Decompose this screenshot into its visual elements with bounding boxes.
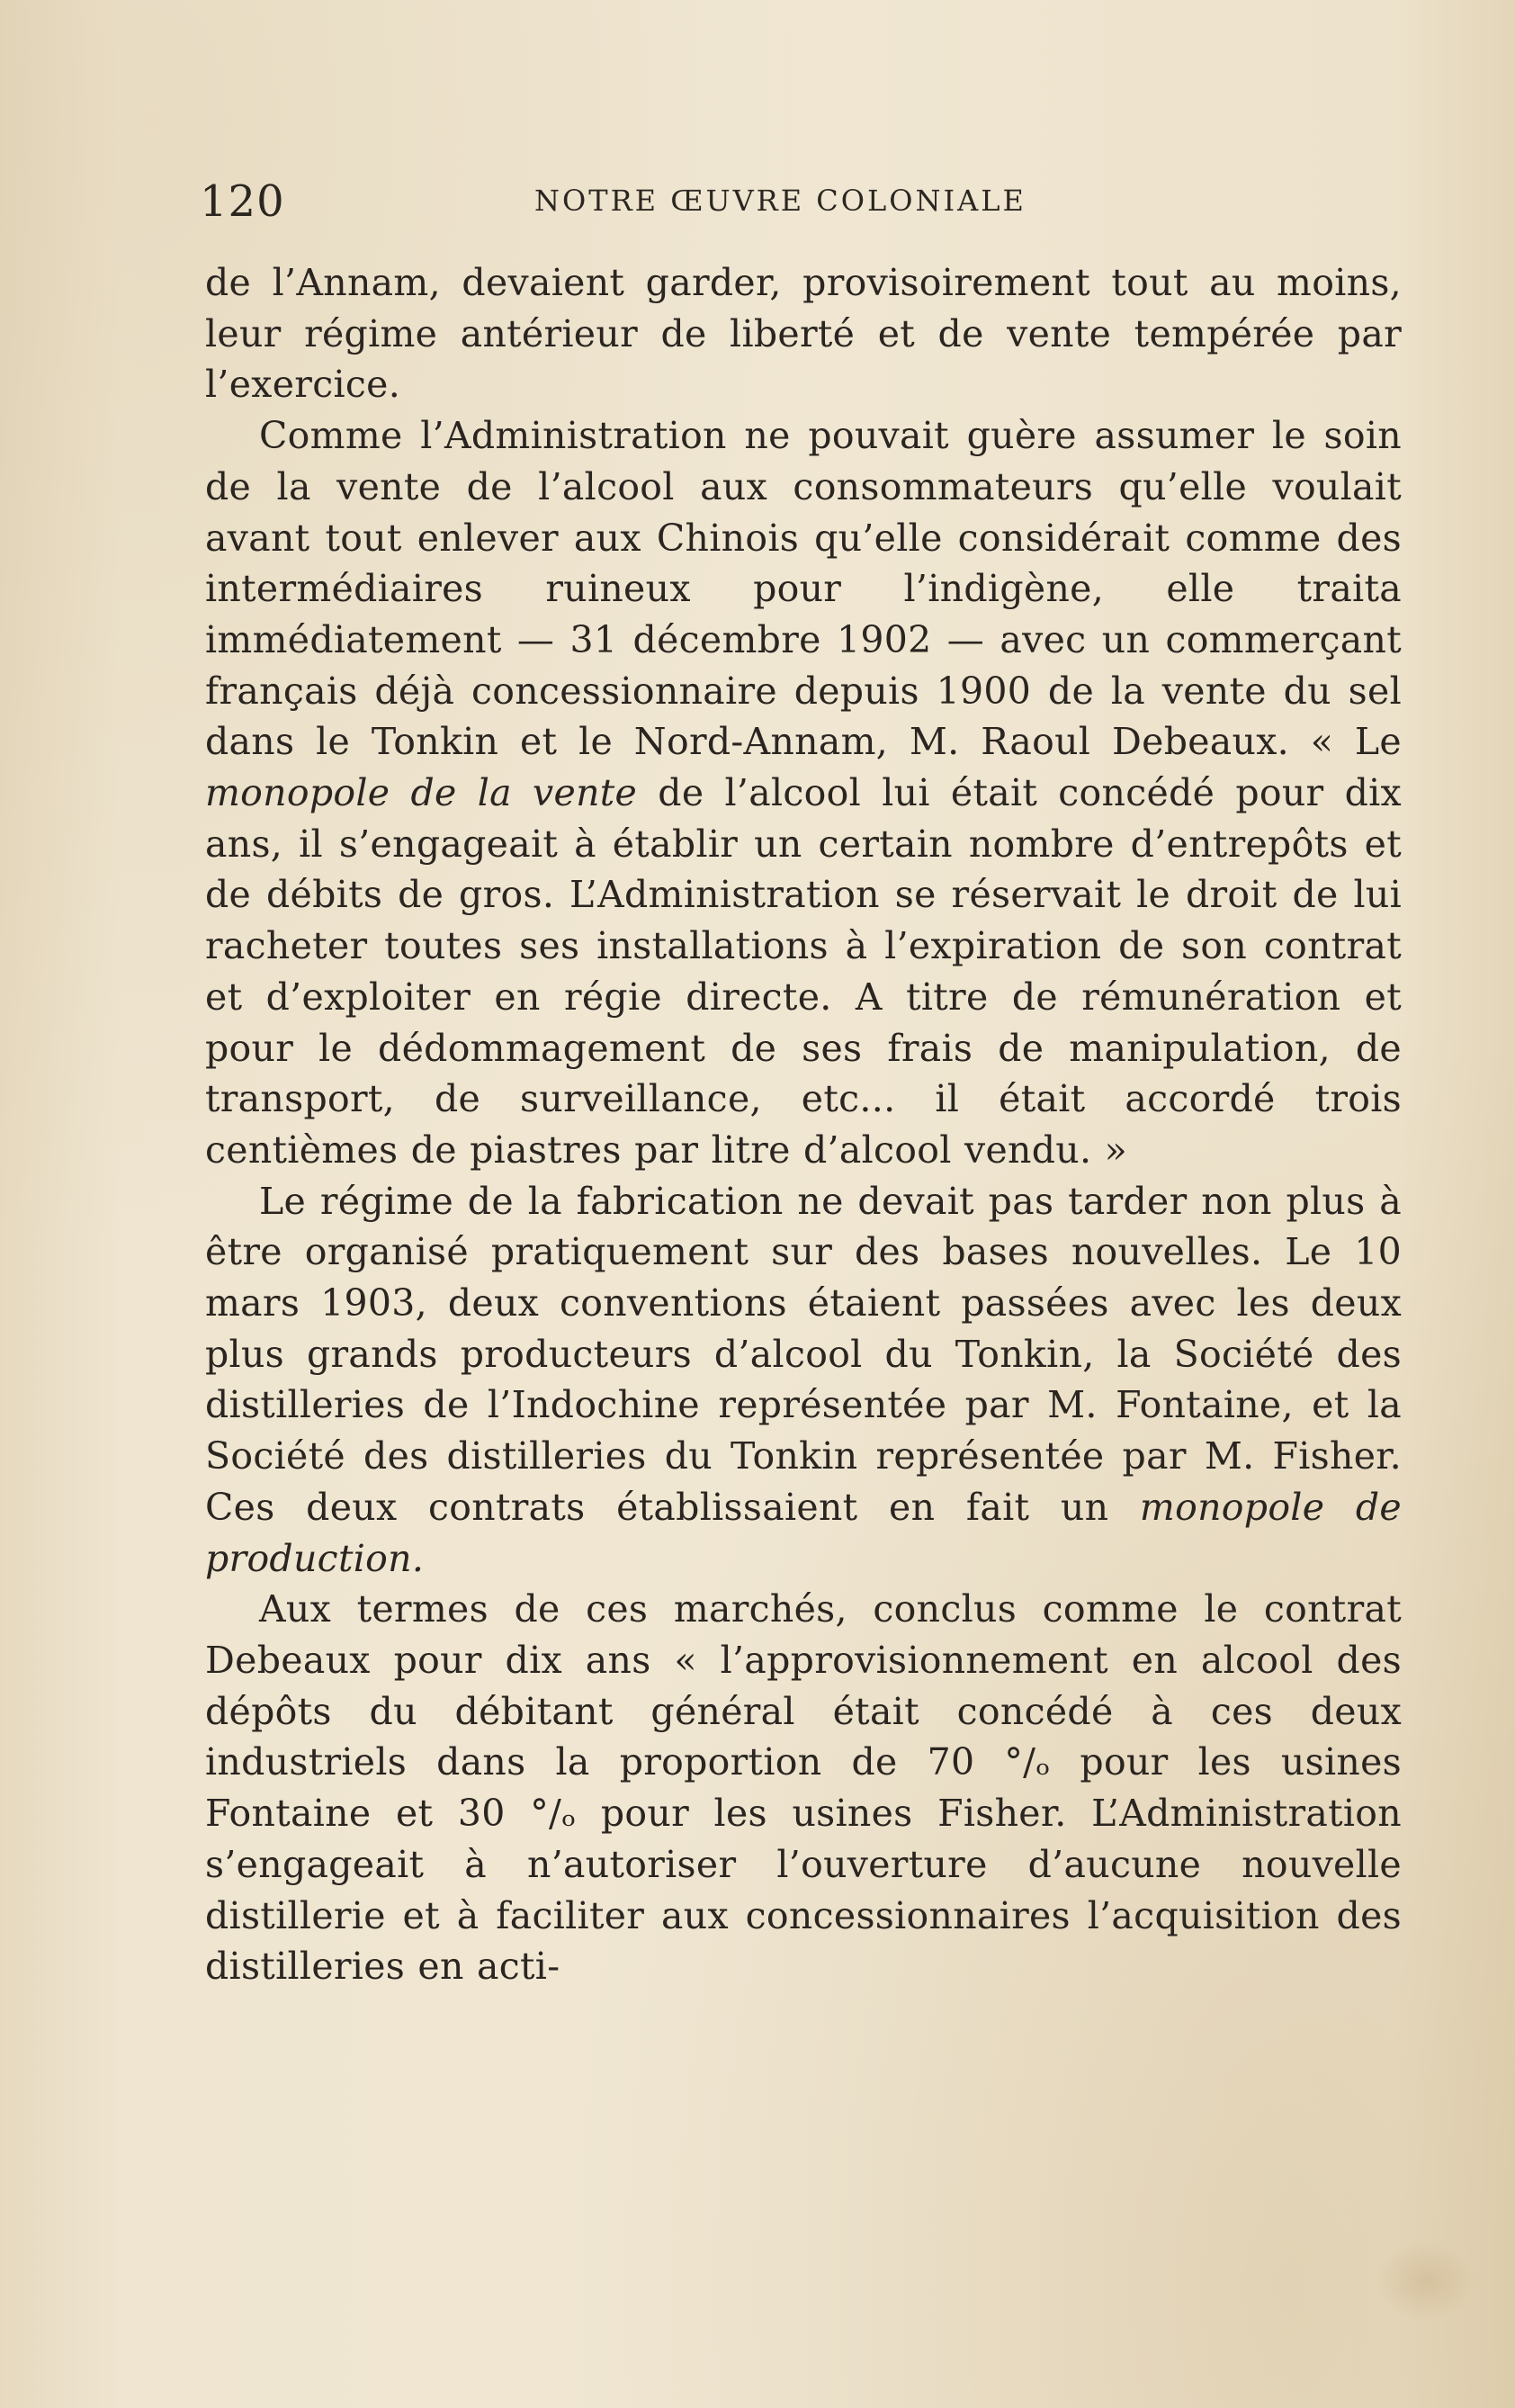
paragraph-2 (205, 410, 1402, 1176)
paragraph-text: de l’alcool lui était concédé pour dix ans, il s’engageait à établir un certain nombre d’entrepôts et de débits de gros. L’Administration se réservait le droit de lui racheter toutes ses installations à l’expiration de son contrat et d’exploiter en régie directe. A titre de rémunération et pour le dédommagement de ses frais de manipulation, de transport, de surveillance, etc... il était accordé trois centièmes de piastres par litre d’alcool vendu. » (205, 771, 1402, 1172)
running-head (200, 169, 1405, 232)
running-title: NOTRE ŒUVRE COLONIALE (534, 184, 1026, 218)
italic-phrase: monopole de production. (205, 1485, 1402, 1580)
paragraph-4 (205, 1584, 1402, 1992)
paragraph-text: Comme l’Administration ne pouvait guère assumer le soin de la vente de l’alcool aux consommateurs qu’elle voulait avant tout enlever aux Chinois qu’elle considérait comme des intermédiaires ruineux pour l’indigène, elle traita immédiatement — 31 décembre 1902 — avec un commerçant français déjà concessionnaire depuis 1900 de la vente du sel dans le Tonkin et le Nord-Annam, M. Raoul Debeaux. « Le (205, 414, 1402, 764)
paragraph-text: Le régime de la fabrication ne devait pas tarder non plus à être organisé pratiquement sur des bases nouvelles. Le 10 mars 1903, deux conventions étaient passées avec les deux plus grands producteurs d’alcool du Tonkin, la Société des distilleries de l’Indochine représentée par M. Fontaine, et la Société des distilleries du Tonkin représentée par M. Fisher. Ces deux contrats établissaient en fait un (205, 1179, 1402, 1529)
paragraph-text: de l’Annam, devaient garder, provisoirement tout au moins, leur régime antérieur de liberté et de vente tempérée par l’exercice. (205, 261, 1402, 407)
page-number: 120 (200, 176, 285, 227)
paragraph-text: Aux termes de ces marchés, conclus comme le contrat Debeaux pour dix ans « l’approvisionnement en alcool des dépôts du débitant général était concédé à ces deux industriels dans la proportion de 70 °/ₒ pour les usines Fontaine et 30 °/ₒ pour les usines Fisher. L’Administration s’engageait à n’autoriser l’ouverture d’aucune nouvelle distillerie et à faciliter aux concessionnaires l’acquisition des distilleries en acti- (205, 1587, 1402, 1989)
paragraph-1 (205, 257, 1402, 410)
italic-phrase: monopole de la vente (205, 771, 638, 815)
body-text (205, 257, 1402, 1992)
paragraph-3 (205, 1176, 1402, 1585)
paper-stain (1376, 2241, 1475, 2322)
